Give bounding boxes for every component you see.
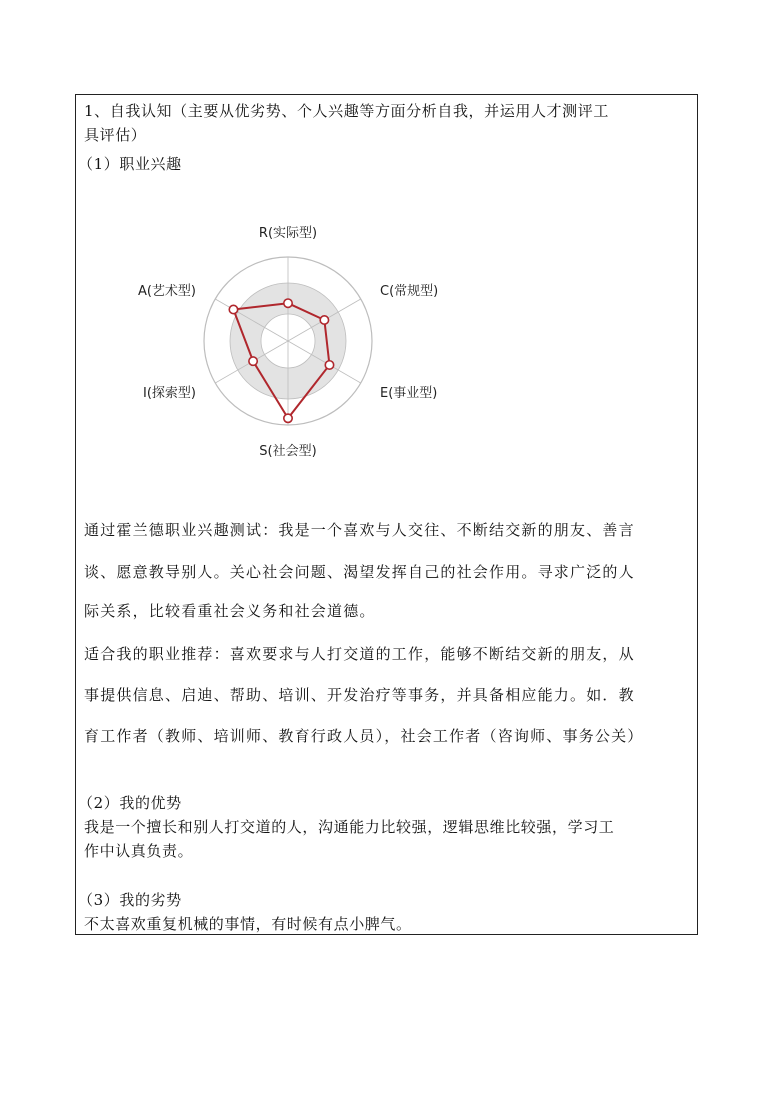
radar-axis-label: C(常规型) <box>380 284 439 299</box>
analysis-line-2: 谈、愿意教导别人。关心社会问题、渴望发挥自己的社会作用。寻求广泛的人 <box>84 563 635 581</box>
radar-point <box>284 414 292 422</box>
radar-axis-label: E(事业型) <box>380 386 438 401</box>
holland-radar-chart <box>116 207 516 477</box>
section-frame <box>75 94 698 935</box>
subsection-title-weaknesses: （3）我的劣势 <box>78 891 182 909</box>
radar-point <box>249 357 257 365</box>
weaknesses-line-1: 不太喜欢重复机械的事情，有时候有点小脾气。 <box>84 915 412 933</box>
section-heading-line-1: 1、自我认知（主要从优劣势、个人兴趣等方面分析自我，并运用人才测评工 <box>84 102 609 120</box>
radar-point <box>284 299 292 307</box>
recommend-line-2: 事提供信息、启迪、帮助、培训、开发治疗等事务，并具备相应能力。如．教 <box>84 686 635 704</box>
analysis-line-3: 际关系，比较看重社会义务和社会道德。 <box>84 602 376 620</box>
recommend-line-1: 适合我的职业推荐：喜欢要求与人打交道的工作，能够不断结交新的朋友，从 <box>84 645 635 663</box>
analysis-line-1: 通过霍兰德职业兴趣测试：我是一个喜欢与人交往、不断结交新的朋友、善言 <box>84 521 635 539</box>
subsection-title-interest: （1）职业兴趣 <box>78 155 182 173</box>
radar-axis-label: S(社会型) <box>259 444 317 459</box>
radar-axis-label: R(实际型) <box>258 226 318 241</box>
section-heading-line-2: 具评估） <box>84 126 147 144</box>
strengths-line-1: 我是一个擅长和别人打交道的人，沟通能力比较强，逻辑思维比较强，学习工 <box>84 818 615 836</box>
radar-point <box>325 361 333 369</box>
radar-axis-label: A(艺术型) <box>137 284 196 299</box>
strengths-line-2: 作中认真负责。 <box>84 842 194 860</box>
recommend-line-3: 育工作者（教师、培训师、教育行政人员），社会工作者（咨询师、事务公关） <box>84 727 644 745</box>
radar-point <box>229 305 237 313</box>
radar-axis-label: I(探索型) <box>143 386 196 401</box>
subsection-title-strengths: （2）我的优势 <box>78 794 182 812</box>
radar-point <box>320 316 328 324</box>
